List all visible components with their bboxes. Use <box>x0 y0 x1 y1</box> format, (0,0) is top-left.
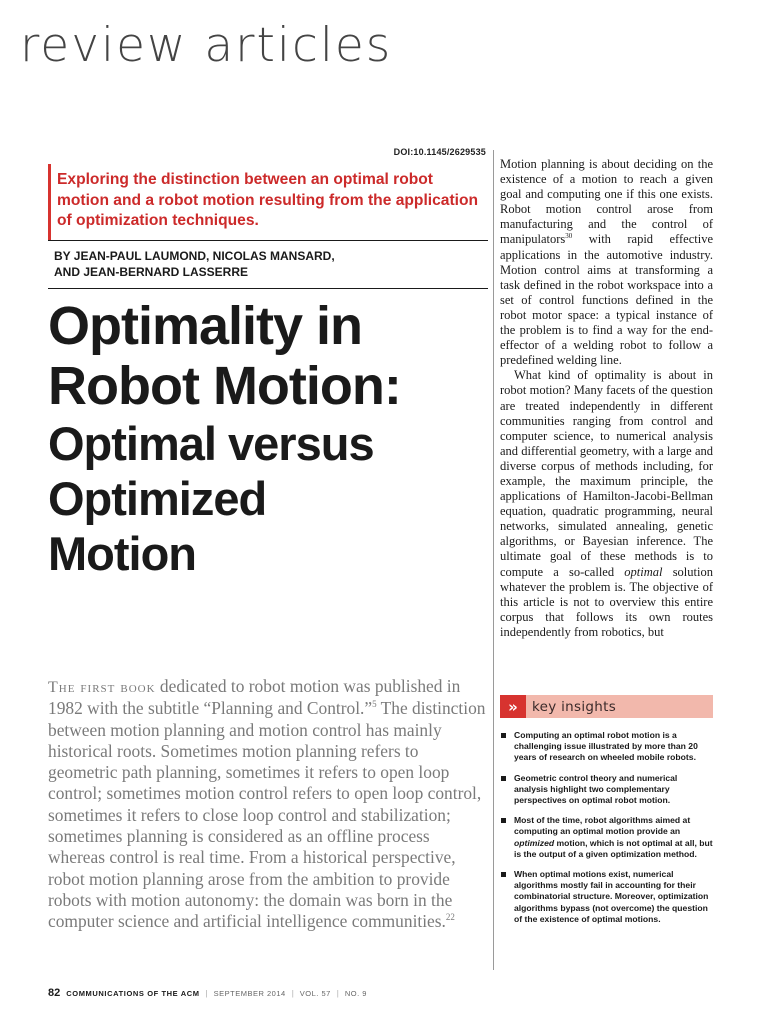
key-insight-text: Most of the time, robot algorithms aimed at computing an optimal motion provide an <box>514 815 691 837</box>
body-paragraph-1 <box>500 157 713 368</box>
key-insights-header <box>500 695 713 718</box>
byline <box>54 248 474 280</box>
byline-top-rule <box>48 240 488 241</box>
column-divider <box>493 150 494 970</box>
body-p1-text: Motion planning is about deciding on the existence of a motion to reach a given goal and computing one if this one exists. Robot motion control arose from manufacturing and the control of manipulators <box>500 157 713 247</box>
lead-text-2: The distinction between motion planning and motion control has mainly historical roots. Sometimes motion planning refers to geometric path planning, sometimes it refers to open loop control; sometimes motion control refers to open loop control, sometimes it refers to close loop control and stabilization; sometimes planning is considered as an offline process whereas control is real time. From a historical perspective, robot motion planning arose from the ambition to provide robots with motion autonomy: the domain was born in the computer science and artificial intelligence communities. <box>48 698 486 932</box>
key-insight-item <box>500 773 713 807</box>
page-footer <box>48 987 488 999</box>
body-p1-text-cont: with rapid effective applications in the automotive industry. Motion control aims at transforming a task defined in the robot workspace into a set of control functions defined in the robot motor space: a typical instance of the problem is to find a way for the end-effector of a welding robot to follow a predefined welding line. <box>500 232 713 368</box>
square-bullet-icon <box>501 818 506 823</box>
subheadline-line-1: Optimal versus <box>48 417 374 470</box>
page-number: 82 <box>48 987 61 999</box>
key-insight-text-cont: motion, which is not optimal at all, but is the output of a given optimization method. <box>514 837 713 859</box>
key-insight-text: Geometric control theory and numerical analysis highlight two complementary perspectives on optimal robot motion. <box>514 772 678 806</box>
byline-line-2: AND JEAN-BERNARD LASSERRE <box>54 265 249 279</box>
body-p2-emphasis: optimal <box>624 564 663 579</box>
square-bullet-icon <box>501 733 506 738</box>
doi: DOI:10.1145/2629535 <box>393 147 486 157</box>
body-paragraph-2 <box>500 368 713 640</box>
square-bullet-icon <box>501 776 506 781</box>
key-insight-item <box>500 869 713 925</box>
double-chevron-icon: » <box>500 695 526 718</box>
key-insights-title: key insights <box>532 698 617 715</box>
lead-text-1: dedicated to robot motion was published in 1982 with the subtitle “Planning and Control.” <box>48 676 461 719</box>
key-insights-list <box>500 730 713 934</box>
issue-volume: VOL. 57 <box>299 989 331 998</box>
key-insight-item <box>500 815 713 860</box>
subheadline-line-2: Optimized <box>48 472 267 525</box>
issue-number: NO. 9 <box>344 989 367 998</box>
body-p2-text-cont: solution whatever the problem is. The objective of this article is not to overview this entire corpus that follows its own routes independently from robotics, but <box>500 564 713 639</box>
lead-paragraph <box>48 676 488 933</box>
footer-separator: | <box>336 989 339 998</box>
key-insight-text: When optimal motions exist, numerical algorithms mostly fail in accounting for their combinatorial structure. Moreover, optimization algorithms bypass (not overcome) the question of the existence of optimal motions. <box>514 869 709 924</box>
issue-date: SEPTEMBER 2014 <box>213 989 286 998</box>
headline-line-2: Robot Motion: <box>48 356 401 416</box>
footer-separator: | <box>205 989 208 998</box>
article-headline <box>48 296 488 581</box>
key-insight-emphasis: optimized <box>514 837 555 848</box>
lead-reference-1: 5 <box>372 699 377 710</box>
body-column <box>500 157 713 640</box>
lead-opener: The first book <box>48 679 156 696</box>
key-insight-item <box>500 730 713 764</box>
byline-bottom-rule <box>48 288 488 289</box>
square-bullet-icon <box>501 872 506 877</box>
body-p1-reference: 30 <box>565 232 573 241</box>
byline-line-1: BY JEAN-PAUL LAUMOND, NICOLAS MANSARD, <box>54 249 335 263</box>
deck-text: Exploring the distinction between an optimal robot motion and a robot motion resulting from the application of optimization techniques. <box>57 171 479 229</box>
body-p2-text: What kind of optimality is about in robot motion? Many facets of the question are treated independently in different communities ranging from control and computer science, to numerical analysis and differential geometry, with a large and diverse corpus of methods including, for example, the maximum principle, the applications of Hamilton-Jacobi-Bellman equation, quadratic programming, neural networks, simulated annealing, genetic algorithms, or Bayesian inference. The ultimate goal of these methods is to compute a so-called <box>500 368 713 579</box>
key-insight-text: Computing an optimal robot motion is a challenging issue illustrated by more than 20 years of research on wheeled mobile robots. <box>514 730 698 763</box>
article-deck <box>48 164 488 240</box>
lead-reference-2: 22 <box>445 912 455 923</box>
journal-name: COMMUNICATIONS OF THE ACM <box>66 989 200 998</box>
headline-line-1: Optimality in <box>48 296 363 356</box>
subheadline-line-3: Motion <box>48 527 196 580</box>
footer-separator: | <box>291 989 294 998</box>
section-title: review articles <box>20 18 393 73</box>
